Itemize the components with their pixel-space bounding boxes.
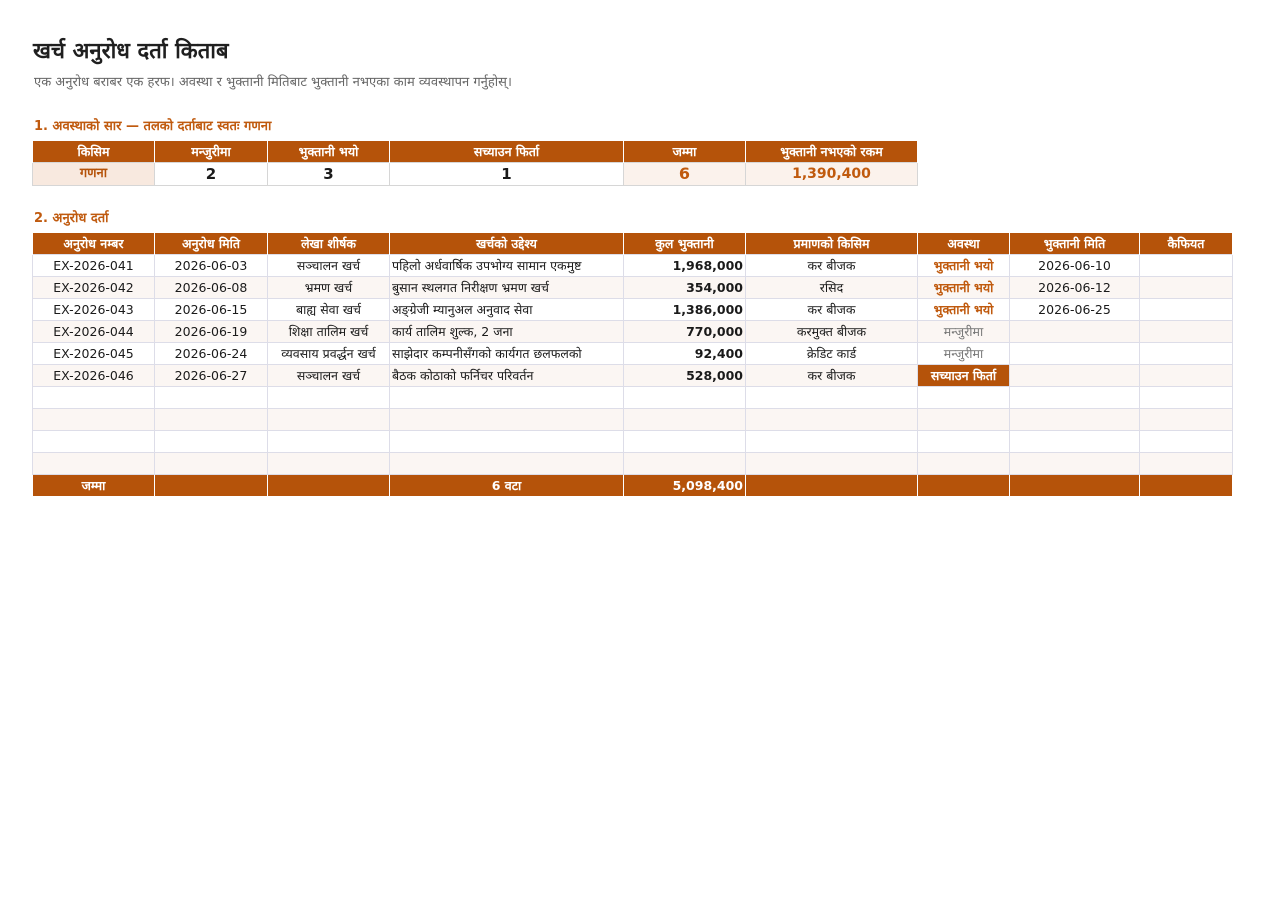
request-date-cell[interactable]: 2026-06-19 [155, 321, 268, 343]
evidence-cell[interactable]: क्रेडिट कार्ड [746, 343, 918, 365]
amount-cell[interactable]: 92,400 [624, 343, 746, 365]
totals-blank-cell [918, 475, 1010, 497]
purpose-cell[interactable]: अङ्ग्रेजी म्यानुअल अनुवाद सेवा [390, 299, 624, 321]
table-row [33, 343, 1233, 365]
header-status: अवस्था [918, 233, 1010, 255]
status-cell[interactable]: भुक्तानी भयो [918, 299, 1010, 321]
empty-cell[interactable] [33, 409, 155, 431]
header-payment-date: भुक्तानी मिति [1010, 233, 1140, 255]
empty-table-row [33, 409, 1233, 431]
summary-approved-count[interactable]: 2 [155, 163, 268, 186]
remarks-cell[interactable] [1140, 343, 1233, 365]
empty-cell[interactable] [33, 453, 155, 475]
empty-cell[interactable] [268, 387, 390, 409]
header-purpose: खर्चको उद्देश्य [390, 233, 624, 255]
amount-cell[interactable]: 528,000 [624, 365, 746, 387]
table-row [33, 255, 1233, 277]
remarks-cell[interactable] [1140, 299, 1233, 321]
account-head-cell[interactable]: सञ्चालन खर्च [268, 255, 390, 277]
request-date-cell[interactable]: 2026-06-08 [155, 277, 268, 299]
evidence-cell[interactable]: कर बीजक [746, 255, 918, 277]
summary-count-row [33, 163, 918, 186]
register-header-row [33, 233, 1233, 255]
remarks-cell[interactable] [1140, 277, 1233, 299]
empty-cell[interactable] [155, 431, 268, 453]
summary-header-unpaid: भुक्तानी नभएको रकम [746, 141, 918, 163]
request-number-cell[interactable]: EX-2026-045 [33, 343, 155, 365]
empty-cell[interactable] [624, 409, 746, 431]
remarks-cell[interactable] [1140, 365, 1233, 387]
evidence-cell[interactable]: रसिद [746, 277, 918, 299]
summary-total-count[interactable]: 6 [624, 163, 746, 186]
account-head-cell[interactable]: सञ्चालन खर्च [268, 365, 390, 387]
table-row [33, 321, 1233, 343]
summary-header-kind: किसिम [33, 141, 155, 163]
header-total-payment: कुल भुक्तानी [624, 233, 746, 255]
totals-row [33, 475, 1233, 497]
purpose-cell[interactable]: बैठक कोठाको फर्निचर परिवर्तन [390, 365, 624, 387]
empty-table-row [33, 453, 1233, 475]
purpose-cell[interactable]: कार्य तालिम शुल्क, 2 जना [390, 321, 624, 343]
evidence-cell[interactable]: कर बीजक [746, 365, 918, 387]
table-row [33, 277, 1233, 299]
totals-blank-cell [268, 475, 390, 497]
empty-cell[interactable] [390, 409, 624, 431]
payment-date-cell[interactable]: 2026-06-10 [1010, 255, 1140, 277]
amount-cell[interactable]: 1,386,000 [624, 299, 746, 321]
header-evidence-type: प्रमाणको किसिम [746, 233, 918, 255]
summary-header-approved: मन्जुरीमा [155, 141, 268, 163]
payment-date-cell[interactable]: 2026-06-25 [1010, 299, 1140, 321]
totals-blank-cell [1140, 475, 1233, 497]
header-request-number: अनुरोध नम्बर [33, 233, 155, 255]
table-row [33, 365, 1233, 387]
header-remarks: कैफियत [1140, 233, 1233, 255]
empty-cell[interactable] [918, 431, 1010, 453]
remarks-cell[interactable] [1140, 255, 1233, 277]
request-number-cell[interactable]: EX-2026-046 [33, 365, 155, 387]
payment-date-cell[interactable] [1010, 343, 1140, 365]
totals-blank-cell [155, 475, 268, 497]
header-request-date: अनुरोध मिति [155, 233, 268, 255]
empty-cell[interactable] [390, 387, 624, 409]
summary-row-label: गणना [33, 163, 155, 186]
status-cell[interactable]: भुक्तानी भयो [918, 277, 1010, 299]
empty-cell[interactable] [1140, 453, 1233, 475]
empty-cell[interactable] [390, 453, 624, 475]
evidence-cell[interactable]: कर बीजक [746, 299, 918, 321]
evidence-cell[interactable]: करमुक्त बीजक [746, 321, 918, 343]
request-date-cell[interactable]: 2026-06-15 [155, 299, 268, 321]
request-number-cell[interactable]: EX-2026-042 [33, 277, 155, 299]
empty-cell[interactable] [268, 409, 390, 431]
amount-cell[interactable]: 354,000 [624, 277, 746, 299]
empty-cell[interactable] [746, 387, 918, 409]
summary-header-paid: भुक्तानी भयो [268, 141, 390, 163]
status-cell[interactable]: सच्याउन फिर्ता [918, 365, 1010, 387]
empty-table-row [33, 431, 1233, 453]
account-head-cell[interactable]: व्यवसाय प्रवर्द्धन खर्च [268, 343, 390, 365]
request-number-cell[interactable]: EX-2026-041 [33, 255, 155, 277]
request-date-cell[interactable]: 2026-06-27 [155, 365, 268, 387]
empty-cell[interactable] [746, 431, 918, 453]
account-head-cell[interactable]: भ्रमण खर्च [268, 277, 390, 299]
table-row [33, 299, 1233, 321]
purpose-cell[interactable]: पहिलो अर्धवार्षिक उपभोग्य सामान एकमुष्ट [390, 255, 624, 277]
totals-blank-cell [746, 475, 918, 497]
empty-table-row [33, 387, 1233, 409]
empty-cell[interactable] [268, 453, 390, 475]
empty-cell[interactable] [746, 453, 918, 475]
account-head-cell[interactable]: शिक्षा तालिम खर्च [268, 321, 390, 343]
payment-date-cell[interactable]: 2026-06-12 [1010, 277, 1140, 299]
summary-header-total: जम्मा [624, 141, 746, 163]
remarks-cell[interactable] [1140, 321, 1233, 343]
empty-cell[interactable] [1140, 387, 1233, 409]
page-subtitle: एक अनुरोध बराबर एक हरफ। अवस्था र भुक्तानी मितिबाट भुक्तानी नभएका काम व्यवस्थापन गर्नुहोस्। [34, 75, 512, 90]
status-cell[interactable]: मन्जुरीमा [918, 321, 1010, 343]
request-number-cell[interactable]: EX-2026-044 [33, 321, 155, 343]
summary-paid-count[interactable]: 3 [268, 163, 390, 186]
empty-cell[interactable] [33, 431, 155, 453]
request-date-cell[interactable]: 2026-06-03 [155, 255, 268, 277]
status-summary-table [32, 140, 918, 186]
payment-date-cell[interactable] [1010, 365, 1140, 387]
page-title: खर्च अनुरोध दर्ता किताब [33, 39, 229, 64]
amount-cell[interactable]: 770,000 [624, 321, 746, 343]
empty-cell[interactable] [1010, 409, 1140, 431]
request-date-cell[interactable]: 2026-06-24 [155, 343, 268, 365]
header-account-head: लेखा शीर्षक [268, 233, 390, 255]
request-number-cell[interactable]: EX-2026-043 [33, 299, 155, 321]
totals-blank-cell [1010, 475, 1140, 497]
purpose-cell[interactable]: बुसान स्थलगत निरीक्षण भ्रमण खर्च [390, 277, 624, 299]
empty-cell[interactable] [155, 387, 268, 409]
empty-cell[interactable] [918, 453, 1010, 475]
empty-cell[interactable] [624, 387, 746, 409]
empty-cell[interactable] [1010, 431, 1140, 453]
summary-heading: 1. अवस्थाको सार — तलको दर्ताबाट स्वतः गणना [34, 119, 272, 134]
empty-cell[interactable] [1140, 409, 1233, 431]
empty-cell[interactable] [624, 453, 746, 475]
payment-date-cell[interactable] [1010, 321, 1140, 343]
summary-unpaid-amount[interactable]: 1,390,400 [746, 163, 918, 186]
empty-cell[interactable] [918, 387, 1010, 409]
summary-header-row [33, 141, 918, 163]
empty-cell[interactable] [390, 431, 624, 453]
empty-cell[interactable] [1010, 453, 1140, 475]
totals-amount-cell: 5,098,400 [624, 475, 746, 497]
totals-label-cell: जम्मा [33, 475, 155, 497]
summary-header-returned: सच्याउन फिर्ता [390, 141, 624, 163]
account-head-cell[interactable]: बाह्य सेवा खर्च [268, 299, 390, 321]
empty-cell[interactable] [1010, 387, 1140, 409]
empty-cell[interactable] [1140, 431, 1233, 453]
amount-cell[interactable]: 1,968,000 [624, 255, 746, 277]
purpose-cell[interactable]: साझेदार कम्पनीसँगको कार्यगत छलफलको [390, 343, 624, 365]
empty-cell[interactable] [918, 409, 1010, 431]
totals-count-cell: 6 वटा [390, 475, 624, 497]
status-cell[interactable]: मन्जुरीमा [918, 343, 1010, 365]
empty-cell[interactable] [155, 453, 268, 475]
summary-returned-count[interactable]: 1 [390, 163, 624, 186]
status-cell[interactable]: भुक्तानी भयो [918, 255, 1010, 277]
empty-cell[interactable] [746, 409, 918, 431]
empty-cell[interactable] [624, 431, 746, 453]
request-register-table [32, 232, 1233, 497]
register-heading: 2. अनुरोध दर्ता [34, 211, 109, 226]
empty-cell[interactable] [268, 431, 390, 453]
empty-cell[interactable] [33, 387, 155, 409]
register-body [33, 255, 1233, 497]
empty-cell[interactable] [155, 409, 268, 431]
